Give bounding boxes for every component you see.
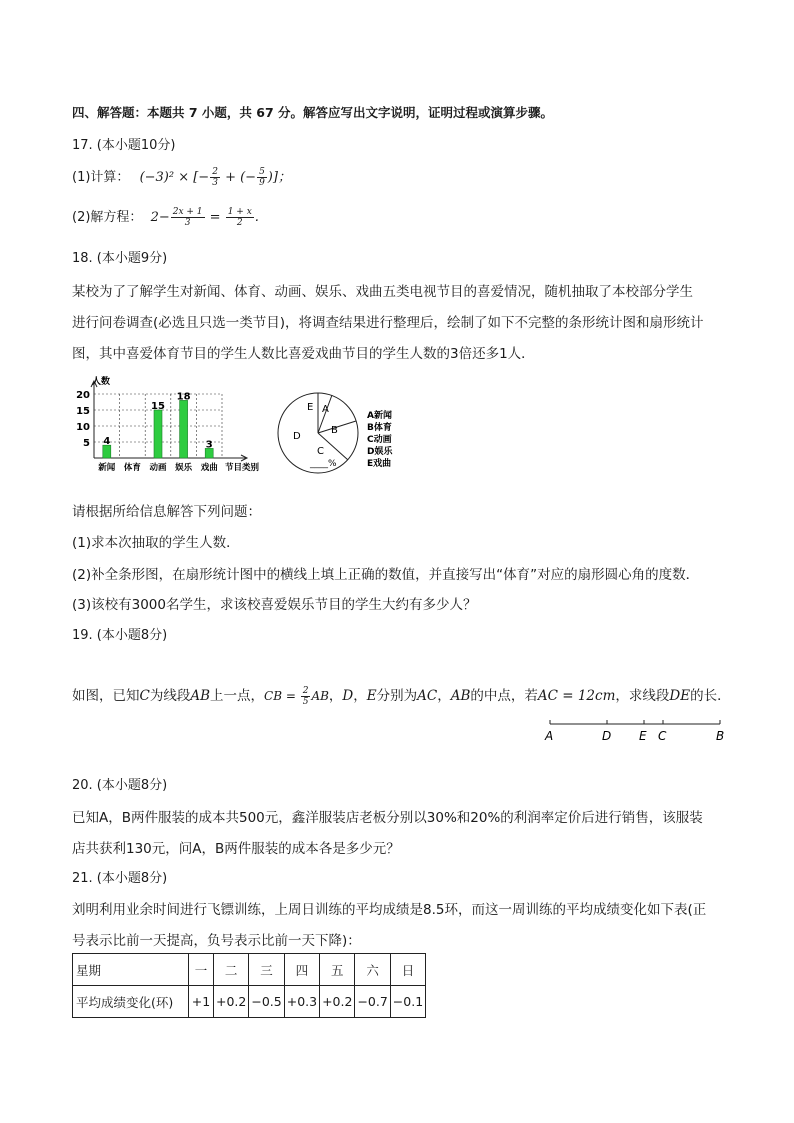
- pie-label-d: D: [293, 431, 301, 442]
- text-seg: 为线段: [149, 688, 191, 704]
- expr-seg: CB =: [264, 689, 300, 703]
- expr-seg: + (−: [220, 170, 257, 185]
- fraction: [226, 207, 254, 228]
- expr-seg: AB: [311, 689, 329, 703]
- table-cell: +1: [189, 986, 214, 1018]
- score-change-table: [72, 953, 426, 1018]
- y-tick-label: 10: [76, 422, 90, 433]
- pie-legend-e: E戏曲: [367, 459, 392, 469]
- table-cell: 四: [284, 954, 319, 986]
- table-cell: 六: [355, 954, 390, 986]
- q18-prompt: 请根据所给信息解答下列问题：: [72, 504, 261, 520]
- table-cell: 日: [390, 954, 425, 986]
- expr-seg: .: [254, 210, 259, 225]
- table-cell: +0.3: [284, 986, 319, 1018]
- text-seg: ，: [437, 688, 451, 704]
- table-cell: 五: [320, 954, 355, 986]
- var: D: [342, 688, 354, 704]
- point-e-label: E: [639, 729, 647, 743]
- expr-seg: (−3)² × [−: [139, 170, 210, 185]
- q17-part1: [72, 166, 291, 188]
- q17-part2: [72, 206, 259, 228]
- q20-line1: 已知A，B两件服装的成本共500元，鑫洋服装店老板分别以30%和20%的利润率定价后进行销售，该服装: [72, 810, 703, 826]
- pie-legend-d: D娱乐: [367, 447, 393, 457]
- data-label: 4: [103, 436, 111, 448]
- x-axis-label: 节目类别: [225, 463, 260, 473]
- x-tick-label: 新闻: [98, 463, 116, 473]
- y-tick-label: 15: [76, 406, 90, 417]
- segment-diagram: [540, 715, 730, 747]
- table-row: [73, 986, 426, 1018]
- fraction: [257, 167, 267, 188]
- pie-legend-a: A新闻: [367, 411, 392, 421]
- table-cell: 二: [214, 954, 249, 986]
- bar-chart: [72, 374, 260, 482]
- table-cell: −0.1: [390, 986, 425, 1018]
- pie-label-b: B: [331, 425, 338, 436]
- x-tick-label: 戏曲: [200, 463, 218, 473]
- x-tick-label: 动画: [149, 463, 167, 473]
- data-label: 15: [151, 401, 165, 412]
- point-b-label: B: [716, 729, 725, 743]
- q17-part1-label: (1)计算：: [72, 170, 130, 185]
- var: C: [139, 688, 150, 704]
- pie-blank-percent: ____%: [310, 459, 337, 469]
- y-axis-label: 人数: [92, 377, 111, 387]
- expr-seg: 2−: [150, 210, 170, 225]
- data-label: 3: [205, 439, 213, 451]
- text-seg: 如图，已知: [72, 688, 140, 704]
- text-seg: ，: [328, 688, 343, 704]
- table-row: [73, 954, 426, 986]
- q18-text-line2: 进行问卷调查(必选且只选一类节目)，将调查结果进行整理后，绘制了如下不完整的条形统计图和扇形统计: [72, 315, 704, 331]
- q21-line2: 号表示比前一天提高，负号表示比前一天下降)：: [72, 933, 361, 949]
- expr-seg: =: [205, 210, 225, 225]
- pie-label-a: A: [322, 404, 329, 415]
- q19-text: [72, 684, 731, 707]
- frac-num: 5: [259, 167, 265, 177]
- text-seg: 上一点，: [210, 688, 265, 704]
- x-tick-label: 娱乐: [175, 463, 193, 473]
- q20-header: 20. (本小题8分): [72, 778, 168, 793]
- var: AB: [190, 688, 211, 704]
- x-tick-label: 体育: [123, 463, 141, 473]
- q17-header: 17. (本小题10分): [72, 138, 176, 153]
- q21-line1: 刘明利用业余时间进行飞镖训练，上周日训练的平均成绩是8.5环，而这一周训练的平均成绩变化如下表(正: [72, 902, 707, 918]
- y-tick-label: 5: [83, 438, 90, 449]
- y-tick-label: 20: [76, 390, 90, 401]
- table-cell: +0.2: [214, 986, 249, 1018]
- table-row-label: 平均成绩变化(环): [73, 986, 189, 1018]
- q18-sub3: (3)该校有3000名学生，求该校喜爱娱乐节目的学生大约有多少人？: [72, 597, 477, 613]
- frac-den: 9: [259, 178, 265, 188]
- var: E: [366, 688, 377, 704]
- var: DE: [669, 688, 691, 704]
- fraction: [171, 207, 205, 228]
- ac-equation: AC = 12cm: [537, 688, 616, 704]
- expr-seg: )]；: [267, 170, 291, 185]
- text-seg: 的长．: [690, 688, 731, 704]
- table-cell: +0.2: [320, 986, 355, 1018]
- frac-den: 5: [302, 697, 309, 707]
- q17-part1-expr: [139, 167, 291, 188]
- bar: [180, 400, 188, 458]
- text-seg: 的中点，若: [470, 688, 538, 704]
- pie-label-c: C: [317, 446, 324, 457]
- frac-den: 3: [184, 218, 191, 228]
- q17-part2-label: (2)解方程：: [72, 210, 143, 225]
- frac-num: 2: [212, 167, 218, 177]
- q19-header: 19. (本小题8分): [72, 628, 168, 643]
- q18-header: 18. (本小题9分): [72, 251, 168, 266]
- text-seg: ，: [353, 688, 367, 704]
- fraction: [210, 167, 220, 188]
- table-row-label: 星期: [73, 954, 189, 986]
- frac-num: 2x + 1: [172, 207, 203, 217]
- table-cell: −0.5: [249, 986, 284, 1018]
- q21-header: 21. (本小题8分): [72, 871, 168, 886]
- text-seg: 分别为: [376, 688, 418, 704]
- frac-den: 3: [212, 178, 218, 188]
- bar: [154, 410, 162, 458]
- pie-label-e: E: [307, 402, 314, 413]
- text-seg: ，求线段: [615, 688, 670, 704]
- pie-legend-b: B体育: [367, 423, 392, 433]
- data-label: 18: [176, 391, 191, 403]
- pie-chart: [270, 388, 410, 483]
- cb-equation: [264, 686, 329, 707]
- point-d-label: D: [602, 729, 612, 743]
- pie-legend-c: C动画: [367, 435, 392, 445]
- table-cell: 三: [249, 954, 284, 986]
- q20-line2: 店共获利130元，问A，B两件服装的成本各是多少元？: [72, 841, 400, 857]
- frac-num: 2: [302, 686, 309, 696]
- var: AC: [417, 688, 438, 704]
- point-c-label: C: [658, 729, 667, 743]
- table-cell: −0.7: [355, 986, 390, 1018]
- frac-num: 1 + x: [227, 207, 252, 217]
- section-title: 四、解答题：本题共 7 小题，共 67 分。解答应写出文字说明，证明过程或演算步骤。: [72, 105, 554, 120]
- table-cell: 一: [189, 954, 214, 986]
- fraction: [301, 686, 311, 707]
- q18-text-line1: 某校为了了解学生对新闻、体育、动画、娱乐、戏曲五类电视节目的喜爱情况，随机抽取了本校部分学生: [72, 284, 693, 300]
- var: AB: [450, 688, 471, 704]
- point-a-label: A: [545, 729, 554, 743]
- frac-den: 2: [236, 218, 243, 228]
- q18-sub2: (2)补全条形图，在扇形统计图中的横线上填上正确的数值，并直接写出“体育”对应的扇形圆心角的度数．: [72, 567, 700, 583]
- q17-part2-expr: [150, 207, 259, 228]
- q18-sub1: (1)求本次抽取的学生人数．: [72, 535, 240, 551]
- q18-text-line3: 图，其中喜爱体育节目的学生人数比喜爱戏曲节目的学生人数的3倍还多1人．: [72, 346, 535, 362]
